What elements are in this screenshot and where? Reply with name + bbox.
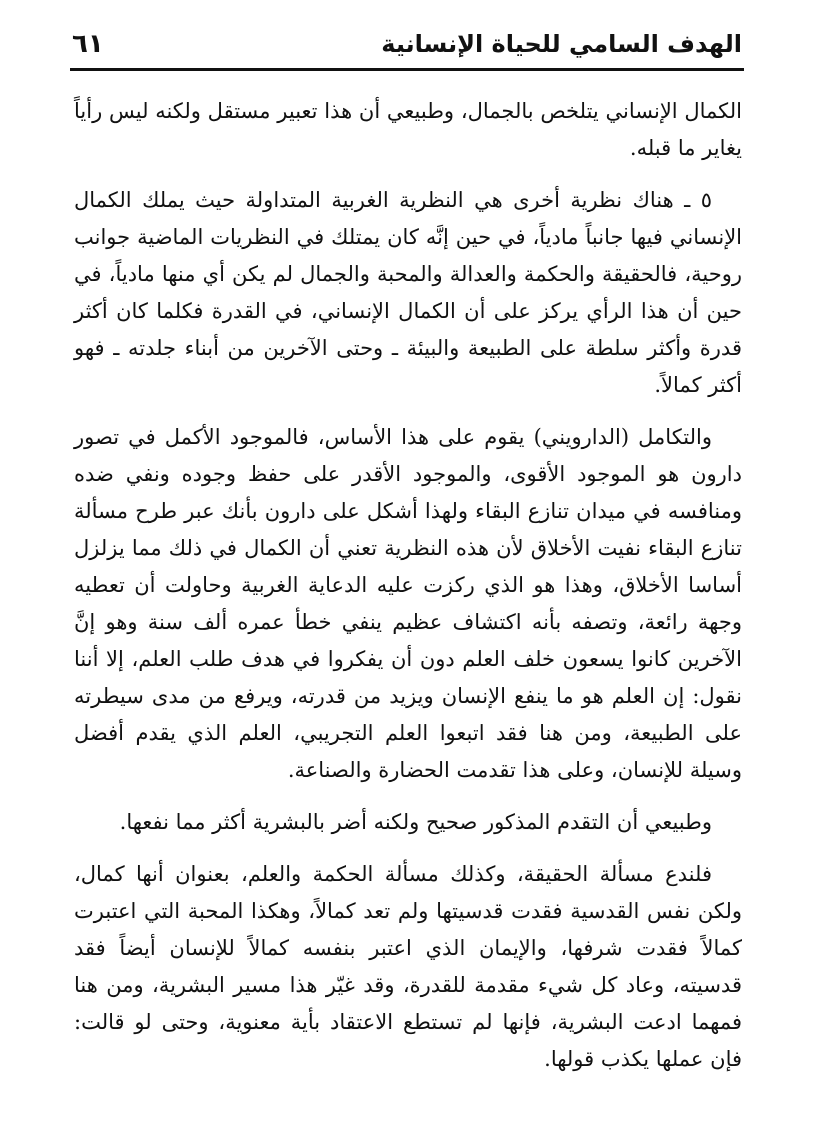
header-divider <box>70 68 744 71</box>
body-text <box>74 93 742 1093</box>
running-head-title: الهدف السامي للحياة الإنسانية <box>381 30 742 58</box>
running-head <box>72 24 742 64</box>
paragraph: وطبيعي أن التقدم المذكور صحيح ولكنه أضر بالبشرية أكثر مما نفعها. <box>119 810 712 834</box>
page-number: ٦١ <box>72 29 104 59</box>
paragraph: والتكامل (الدارويني) يقوم على هذا الأساس، فالموجود الأكمل في تصور دارون هو الموجود الأقوى، والموجود الأقدر على حفظ وجوده ونفي ضده ومنافسه في ميدان تنازع البقاء ولهذا أشكل على دارون بأنك عبر طرح مسألة تنازع البقاء نفيت الأخلاق لأن هذه النظرية تعني أن الكمال في ذلك مما يزلزل أساسا الأخلاق، وهذا هو الذي ركزت عليه الدعاية الغربية وحاولت أن تعطيه وجهة رائعة، وتصفه بأنه اكتشاف عظيم ينفي خطأ عمره ألف سنة وهو إنَّ الآخرين كانوا يسعون خلف العلم دون أن يفكروا في هدف طلب العلم، إلا أننا نقول: إن العلم هو ما ينفع الإنسان ويزيد من قدرته، ويرفع من مدى سيطرته على الطبيعة، ومن هنا فقد اتبعوا العلم التجريبي، العلم الذي يقدم أفضل وسيلة للإنسان، وعلى هذا تقدمت الحضارة والصناعة. <box>74 425 742 782</box>
paragraph: فلندع مسألة الحقيقة، وكذلك مسألة الحكمة والعلم، بعنوان أنها كمال، ولكن نفس القدسية فقدت قدسيتها ولم تعد كمالاً، وهكذا المحبة التي اعتبرت كمالاً فقدت شرفها، والإيمان الذي اعتبر بنفسه كمالاً للإنسان أيضاً فقد قدسيته، وعاد كل شيء مقدمة للقدرة، وقد غيّر هذا مسير البشرية، ومن هنا فمهما ادعت البشرية، فإنها لم تستطع الاعتقاد بأية معنوية، وحتى لو قالت: فإن عملها يكذب قولها. <box>74 862 742 1071</box>
paragraph: ٥ ـ هناك نظرية أخرى هي النظرية الغربية المتداولة حيث يملك الكمال الإنساني فيها جانباً مادياً، في حين إنَّه كان يمتلك في النظريات الماضية جوانب روحية، فالحقيقة والحكمة والعدالة والمحبة والجمال لم يكن أي منها مادياً، في حين أن هذا الرأي يركز على أن الكمال الإنساني، في القدرة فكلما كان أكثر قدرة وأكثر سلطة على الطبيعة والبيئة ـ وحتى الآخرين من أبناء جلدته ـ فهو أكثر كمالاً. <box>74 188 742 397</box>
paragraph: الكمال الإنساني يتلخص بالجمال، وطبيعي أن هذا تعبير مستقل ولكنه ليس رأياً يغاير ما قبله. <box>74 99 742 160</box>
